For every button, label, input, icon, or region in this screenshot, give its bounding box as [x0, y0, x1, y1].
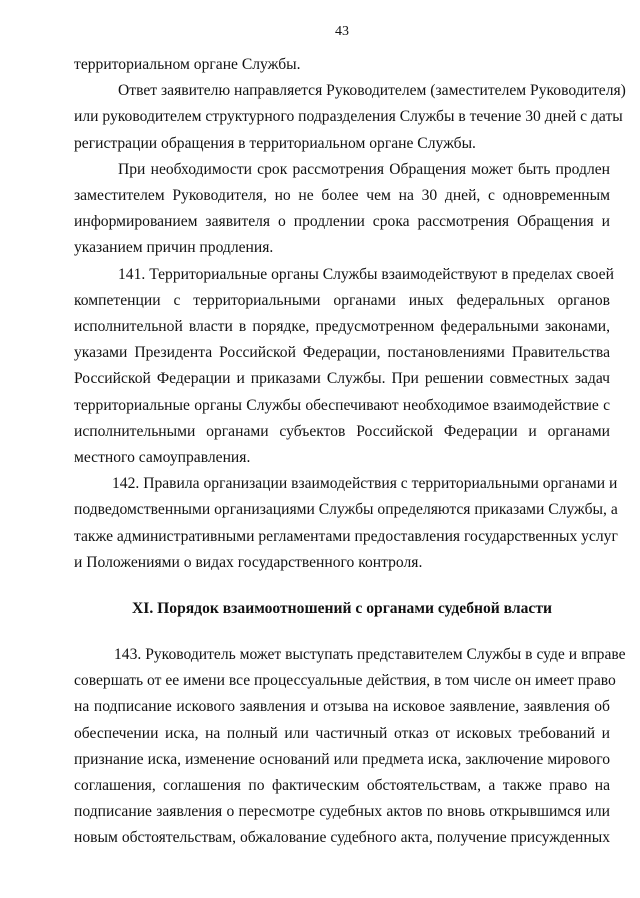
section-heading: XI. Порядок взаимоотношений с органами судебной власти [132, 600, 552, 618]
paragraph-143 [74, 642, 626, 852]
paragraph-line: 142. Правила организации взаимодействия с территориальными органами и [112, 475, 618, 493]
paragraph-line: местного самоуправления. [74, 449, 251, 467]
paragraph-line: на подписание искового заявления и отзыва на исковое заявление, заявления об [74, 698, 610, 716]
paragraph-line: указанием причин продления. [74, 239, 274, 257]
paragraph-line: признание иска, изменение оснований или предмета иска, заключение мирового [74, 750, 610, 768]
paragraph-line: информированием заявителя о продлении срока рассмотрения Обращения и [74, 213, 610, 231]
paragraph-line: исполнительной власти в порядке, предусмотренном федеральными законами, [74, 318, 610, 336]
paragraph-extension [74, 157, 610, 262]
paragraph-line: 143. Руководитель может выступать представителем Службы в суде и вправе [114, 646, 626, 664]
paragraph-line: указами Президента Российской Федерации, постановлениями Правительства [74, 344, 610, 362]
paragraph-line: подписание заявления о пересмотре судебных актов по вновь открывшимся или [74, 803, 610, 821]
paragraph-line: Ответ заявителю направляется Руководителем (заместителем Руководителя) [118, 82, 626, 100]
paragraph-line: исполнительными органами субъектов Российской Федерации и органами [74, 422, 610, 440]
paragraph-line: заместителем Руководителя, но не более чем на 30 дней, с одновременным [74, 187, 610, 205]
page-number: 43 [335, 24, 349, 39]
paragraph-141 [74, 262, 614, 472]
paragraph-response [74, 78, 626, 157]
paragraph-line: компетенции с территориальными органами иных федеральных органов [74, 291, 610, 309]
paragraph-line: или руководителем структурного подразделения Службы в течение 30 дней с даты [74, 108, 623, 126]
paragraph-line: Российской Федерации и приказами Службы. При решении совместных задач [74, 370, 610, 388]
paragraph-line: территориальные органы Службы обеспечивают необходимое взаимодействие с [74, 396, 610, 414]
paragraph-line: территориальном органе Службы. [74, 56, 301, 73]
paragraph-line: совершать от ее имени все процессуальные действия, в том числе он имеет право [74, 672, 616, 690]
paragraph-line: также административными регламентами предоставления государственных услуг [74, 527, 618, 545]
paragraph-line: регистрации обращения в территориальном органе Службы. [74, 134, 476, 152]
paragraph-142 [74, 471, 618, 576]
paragraph-line: и Положениями о видах государственного контроля. [74, 553, 423, 571]
paragraph-line: 141. Территориальные органы Службы взаимодействуют в пределах своей [118, 265, 614, 283]
paragraph-line: При необходимости срок рассмотрения Обращения может быть продлен [118, 160, 610, 178]
paragraph-continuation [74, 52, 610, 78]
paragraph-line: новым обстоятельствам, обжалование судебного акта, получение присужденных [74, 829, 610, 847]
paragraph-line: обеспечении иска, на полный или частичный отказ от исковых требований и [74, 724, 610, 742]
paragraph-line: соглашения, соглашения по фактическим обстоятельствам, а также право на [74, 777, 610, 795]
paragraph-line: подведомственными организациями Службы определяются приказами Службы, а [74, 501, 618, 519]
